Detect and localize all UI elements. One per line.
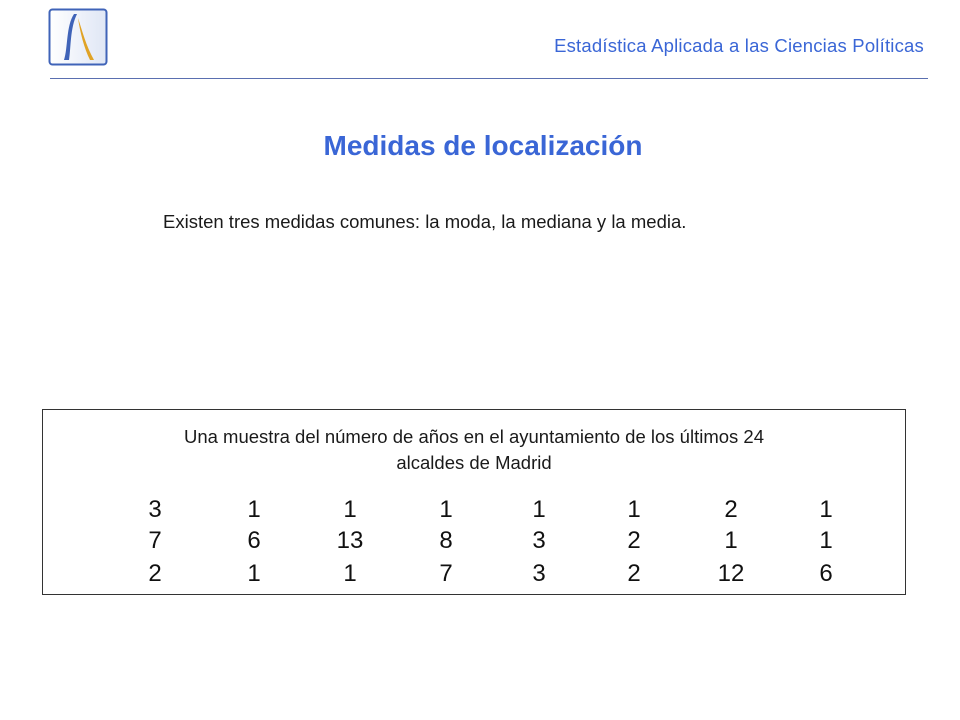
data-cell: 1 bbox=[439, 496, 453, 523]
intro-text: Existen tres medidas comunes: la moda, la mediana y la media. bbox=[163, 211, 687, 232]
data-cell: 1 bbox=[819, 496, 833, 523]
data-cell: 2 bbox=[724, 496, 738, 523]
data-cell: 1 bbox=[247, 496, 261, 523]
data-cell: 3 bbox=[532, 527, 546, 554]
data-caption-line-2: alcaldes de Madrid bbox=[396, 452, 552, 473]
data-caption-line-1: Una muestra del número de años en el ayuntamiento de los últimos 24 bbox=[183, 426, 764, 447]
header-divider bbox=[50, 78, 928, 79]
data-cell: 3 bbox=[532, 560, 546, 587]
university-logo bbox=[48, 8, 108, 66]
data-cell: 2 bbox=[148, 560, 162, 587]
data-cell: 13 bbox=[336, 527, 364, 554]
data-cell: 3 bbox=[148, 496, 162, 523]
data-cell: 1 bbox=[627, 496, 641, 523]
data-cell: 1 bbox=[247, 560, 261, 587]
data-cell: 6 bbox=[247, 527, 261, 554]
data-cell: 1 bbox=[819, 527, 833, 554]
data-cell: 2 bbox=[627, 527, 641, 554]
slide-title: Medidas de localización bbox=[323, 130, 643, 161]
data-cell: 7 bbox=[148, 527, 162, 554]
data-cell: 7 bbox=[439, 560, 453, 587]
data-cell: 1 bbox=[724, 527, 738, 554]
data-cell: 12 bbox=[717, 560, 745, 587]
data-cell: 1 bbox=[532, 496, 546, 523]
data-cell: 2 bbox=[627, 560, 641, 587]
data-cell: 6 bbox=[819, 560, 833, 587]
data-cell: 8 bbox=[439, 527, 453, 554]
data-box bbox=[42, 409, 906, 595]
data-cell: 1 bbox=[343, 496, 357, 523]
course-title: Estadística Aplicada a las Ciencias Políticas bbox=[554, 35, 924, 56]
data-cell: 1 bbox=[343, 560, 357, 587]
data-grid bbox=[43, 410, 905, 594]
